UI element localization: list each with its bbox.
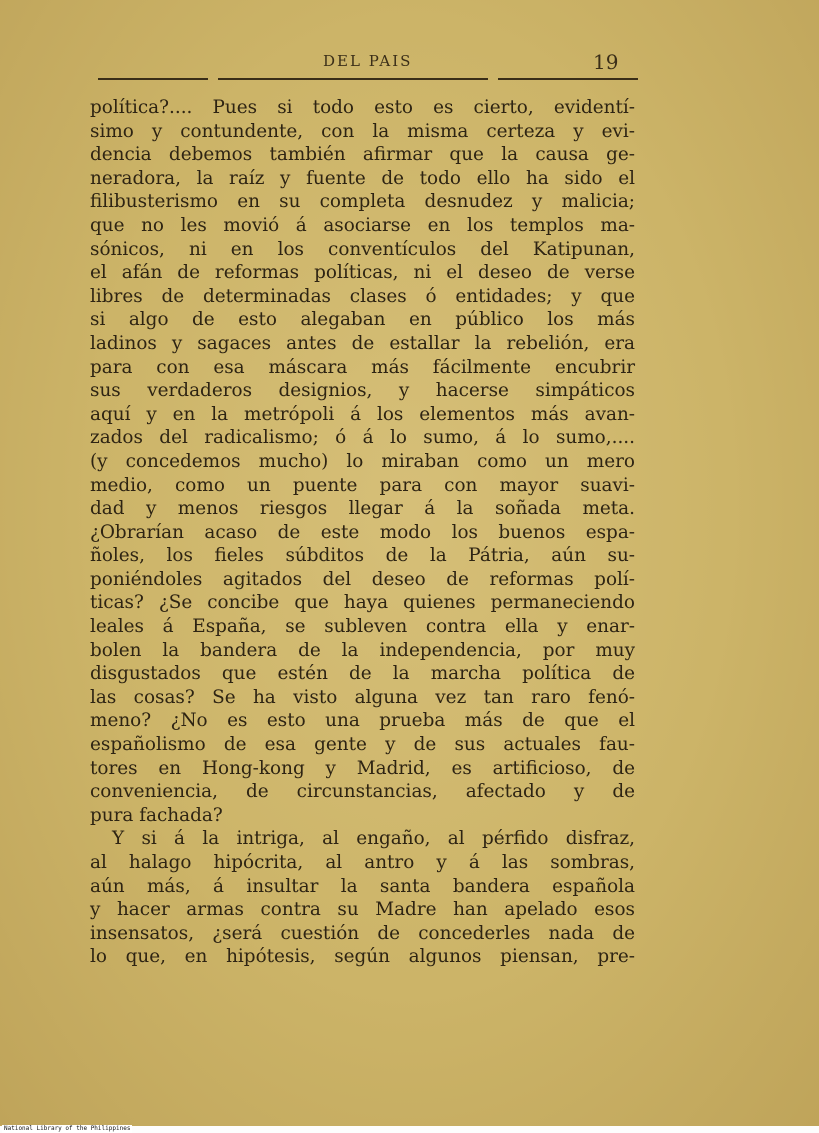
text-line: para con esa máscara más fácilmente encubrir — [90, 356, 635, 378]
text-line: ladinos y sagaces antes de estallar la rebelión, era — [90, 332, 635, 354]
text-line: Y si á la intriga, al engaño, al pérfido disfraz, — [112, 828, 635, 850]
text-line: zados del radicalismo; ó á lo sumo, á lo sumo,.... — [90, 427, 635, 449]
text-line: poniéndoles agitados del deseo de reformas polí- — [90, 568, 635, 590]
text-line: el afán de reformas políticas, ni el deseo de verse — [90, 262, 635, 284]
text-line: conveniencia, de circunstancias, afectado y de — [90, 781, 635, 803]
text-line: ñoles, los fieles súbditos de la Pátria, aún su- — [90, 545, 635, 567]
text-line: neradora, la raíz y fuente de todo ello ha sido el — [90, 167, 635, 189]
text-line: tores en Hong-kong y Madrid, es artificioso, de — [90, 757, 635, 779]
text-line: disgustados que estén de la marcha política de — [90, 663, 635, 685]
text-line: libres de determinadas clases ó entidades; y que — [90, 285, 635, 307]
text-line: simo y contundente, con la misma certeza y evi- — [90, 120, 635, 142]
page-number: 19 — [593, 50, 619, 74]
text-line: meno? ¿No es esto una prueba más de que el — [90, 710, 635, 732]
text-line: sus verdaderos designios, y hacerse simpáticos — [90, 380, 635, 402]
header-rule — [218, 78, 488, 80]
text-line: sónicos, ni en los conventículos del Katipunan, — [90, 238, 635, 260]
running-head: DEL PAIS — [323, 52, 413, 70]
text-line: aquí y en la metrópoli á los elementos más avan- — [90, 403, 635, 425]
text-line: insensatos, ¿será cuestión de concederles nada de — [90, 922, 635, 944]
text-line: leales á España, se subleven contra ella y enar- — [90, 616, 635, 638]
text-line: ¿Obrarían acaso de este modo los buenos espa- — [90, 521, 635, 543]
text-line: dad y menos riesgos llegar á la soñada meta. — [90, 498, 635, 520]
text-line: política?.... Pues si todo esto es cierto, evidentí- — [90, 97, 635, 118]
text-line: pura fachada? — [90, 804, 223, 826]
text-line: que no les movió á asociarse en los templos ma- — [90, 214, 635, 236]
text-line: (y concedemos mucho) lo miraban como un mero — [90, 450, 635, 472]
text-line: aún más, á insultar la santa bandera española — [90, 875, 635, 897]
text-line: españolismo de esa gente y de sus actuales fau- — [90, 734, 635, 756]
page-header — [98, 52, 638, 82]
text-line: y hacer armas contra su Madre han apelado esos — [90, 899, 635, 921]
text-line: lo que, en hipótesis, según algunos piensan, pre- — [90, 946, 635, 968]
text-line: si algo de esto alegaban en público los más — [90, 309, 635, 331]
text-line: las cosas? Se ha visto alguna vez tan raro fenó- — [90, 686, 635, 708]
header-rule — [498, 78, 638, 80]
text-line: al halago hipócrita, al antro y á las sombras, — [90, 852, 635, 873]
header-rule — [98, 78, 208, 80]
library-credit: National Library of the Philippines — [4, 1125, 131, 1132]
text-line: dencia debemos también afirmar que la causa ge- — [90, 144, 635, 166]
text-line: bolen la bandera de la independencia, por muy — [90, 639, 635, 661]
body-text — [90, 96, 635, 969]
text-line: medio, como un puente para con mayor suavi- — [90, 474, 635, 496]
text-line: ticas? ¿Se concibe que haya quienes permaneciendo — [90, 592, 635, 614]
text-line: filibusterismo en su completa desnudez y malicia; — [90, 191, 635, 213]
